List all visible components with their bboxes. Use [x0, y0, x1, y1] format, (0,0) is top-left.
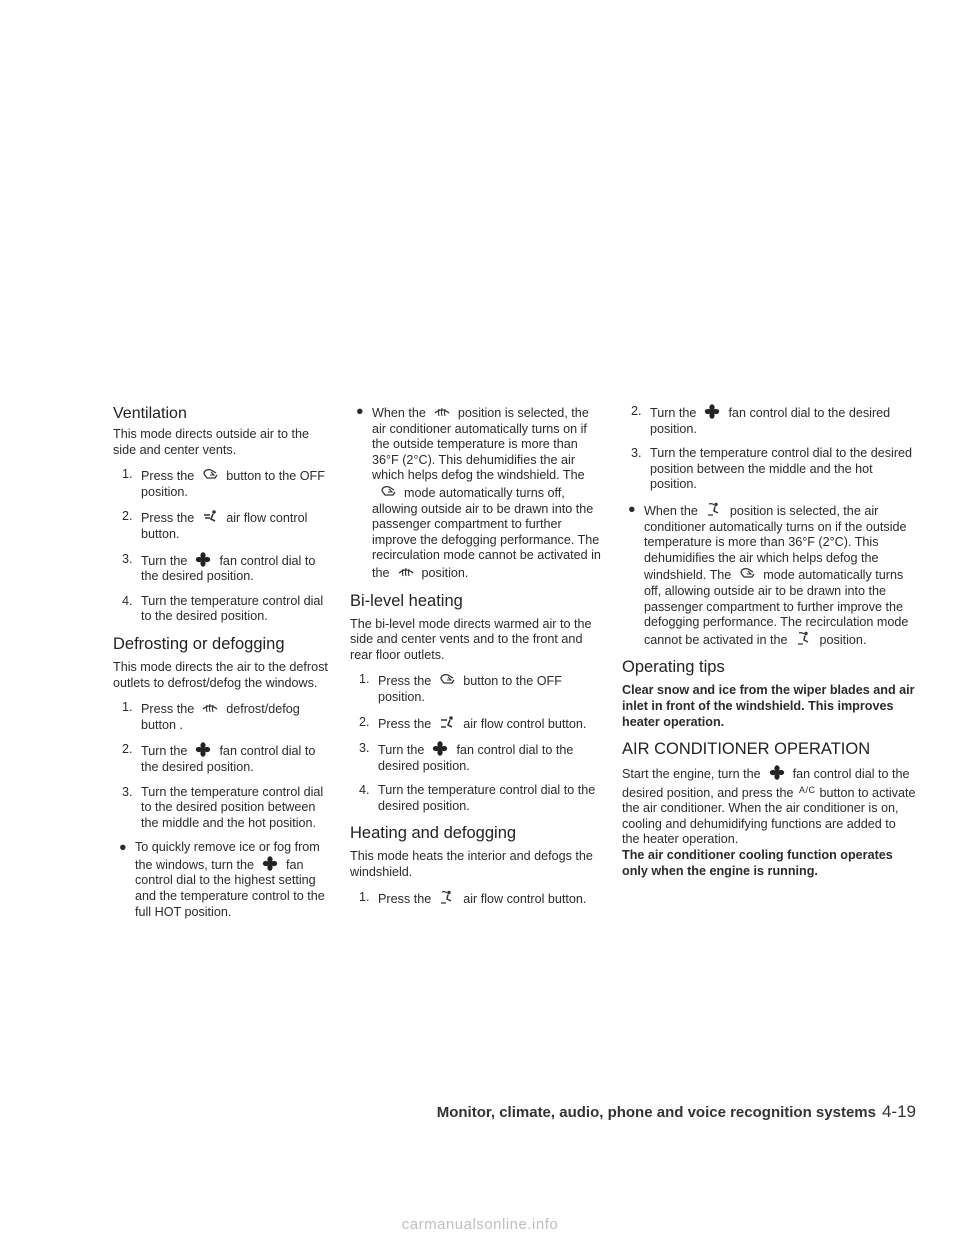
list-item: 3. Turn the fan control dial to the desired position.	[122, 551, 316, 584]
list-item: 2. Turn the fan control dial to the desired position.	[122, 742, 316, 774]
fan-icon	[424, 741, 456, 756]
section-title: Monitor, climate, audio, phone and voice recognition systems	[436, 1104, 876, 1121]
defrost-icon	[390, 564, 422, 579]
floor-defrost-icon	[788, 631, 820, 646]
list-item: 1. Press the air flow control button.	[359, 889, 587, 906]
vent-mode-icon	[431, 715, 463, 730]
list-item: 3. Turn the temperature control dial to the desired position between the middle and the hot position.	[122, 784, 324, 830]
fan-icon	[254, 856, 286, 871]
list-item: 1. Press the button to the OFF position.	[122, 467, 325, 499]
tips-text: Clear snow and ice from the wiper blades and air inlet in front of the windshield. This improves heater operation.	[622, 683, 915, 729]
ac-text: Start the engine, turn the fan control dial to the desired position, and press the $^{A/C}$ button to activate the air conditioner. When the air conditioner is on, cooling and dehumidifying functions are added to the heater operation.	[622, 767, 916, 847]
list-item: 3. Turn the temperature control dial to the desired position between the middle and the hot position.	[631, 446, 913, 492]
list-item: 1. Press the defrost/defog button .	[122, 700, 300, 732]
defrost-icon	[194, 700, 226, 715]
list-item: ● When the position is selected, the air conditioner automatically turns on if the outside temperature is more than 36°F (2°C). This dehumidifies the air which helps defog the windshield. Themode automatically turns off, allowing outside air to be drawn into the passenger compartment to further improve the defogging performance. The recirculation mode cannot be activated in the position.	[356, 404, 601, 580]
recirculation-icon	[194, 467, 226, 482]
list-item: 2. Press the air flow control button.	[359, 714, 587, 731]
recirculation-icon	[731, 566, 763, 581]
list-item: ● When the position is selected, the air conditioner automatically turns on if the outside temperature is more than 36°F (2°C). This dehumidifies the air which helps defog the windshield. The mode automatically turns off, allowing outside air to be drawn into the passenger compartment to further improve the defogging performance. The recirculation mode cannot be activated in the position.	[628, 501, 909, 647]
watermark: carmanualsonline.info	[401, 1216, 559, 1233]
defrost-icon	[426, 404, 458, 419]
heading-operating-tips: Operating tips	[622, 658, 725, 677]
list-item: 1. Press the button to the OFF position.	[359, 672, 562, 704]
vent-mode-icon	[194, 509, 226, 524]
heading-ac-operation: AIR CONDITIONER OPERATION	[622, 740, 871, 759]
ac-note: The air conditioner cooling function operates only when the engine is running.	[622, 848, 893, 878]
ventilation-intro: This mode directs outside air to the side and center vents.	[113, 427, 309, 457]
recirculation-icon	[372, 484, 404, 499]
list-item: ● To quickly remove ice or fog from the windows, turn the fan control dial to the highest setting and the temperature control to the full HOT position.	[119, 840, 325, 919]
fan-icon	[187, 742, 219, 757]
heading-bilevel: Bi-level heating	[350, 591, 463, 610]
fan-icon	[696, 404, 728, 419]
list-item: 3. Turn the fan control dial to the desired position.	[359, 741, 574, 773]
list-item: 2. Press the air flow control button.	[122, 509, 308, 541]
column-3	[622, 404, 916, 879]
list-item: 2. Turn the fan control dial to the desired position.	[631, 404, 891, 436]
page-number: 4-19	[881, 1102, 916, 1121]
heading-heating: Heating and defogging	[350, 824, 517, 843]
heading-defrosting: Defrosting or defogging	[113, 634, 285, 653]
list-item: 4. Turn the temperature control dial to the desired position.	[122, 593, 324, 624]
fan-icon	[187, 552, 219, 567]
heading-ventilation: Ventilation	[113, 405, 187, 422]
fan-icon	[761, 765, 793, 780]
ac-button-label: A/C	[799, 784, 816, 795]
column-2	[350, 404, 604, 907]
defrost-intro: This mode directs the air to the defrost outlets to defrost/defog the windows.	[113, 659, 328, 690]
heating-intro: This mode heats the interior and defogs the windshield.	[350, 849, 593, 880]
bilevel-intro: The bi-level mode directs warmed air to the side and center vents and to the front and rear floor outlets.	[350, 616, 592, 662]
floor-defrost-icon	[431, 890, 463, 905]
floor-defrost-icon	[698, 502, 730, 517]
page-footer	[437, 1102, 916, 1122]
recirculation-icon	[431, 672, 463, 687]
list-item: 4. Turn the temperature control dial to the desired position.	[359, 783, 596, 813]
column-1	[113, 404, 328, 920]
